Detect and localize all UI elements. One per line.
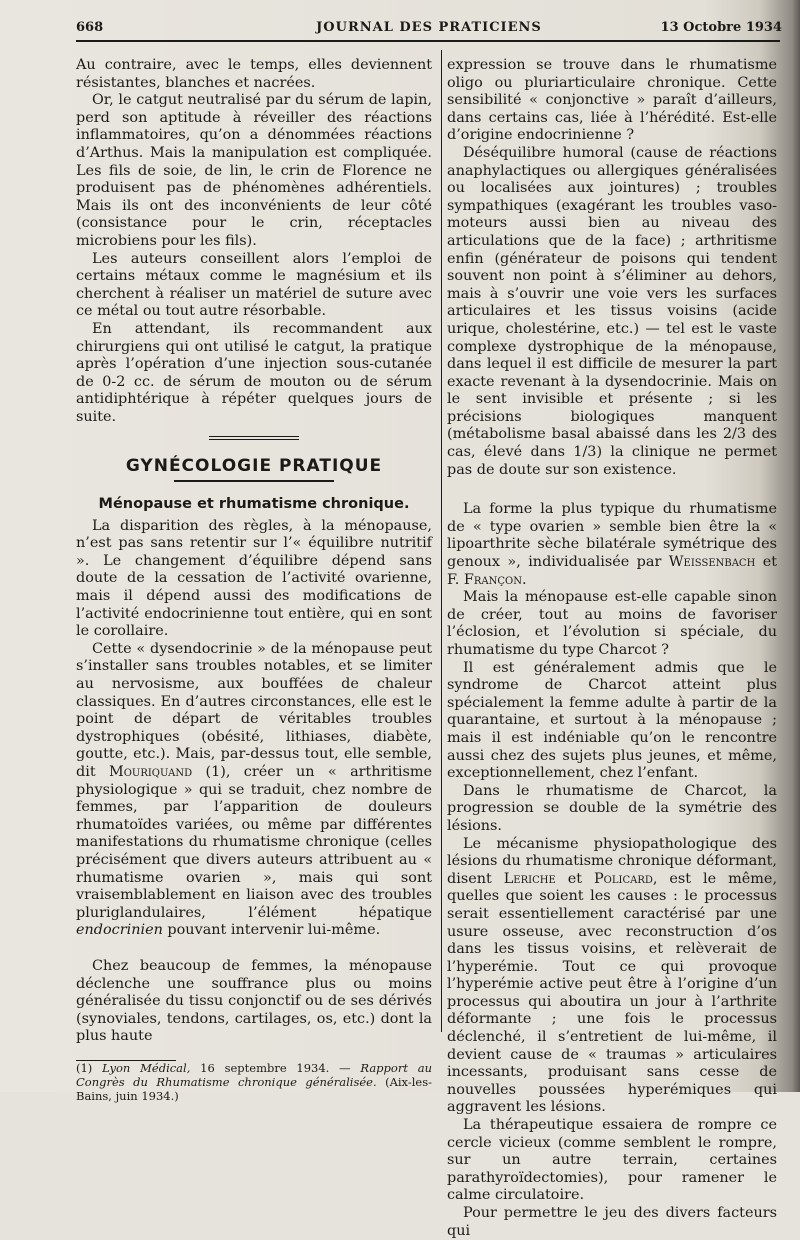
article-title: Ménopause et rhumatisme chronique. xyxy=(98,496,410,513)
footnote: (1) Lyon Médical, 16 septembre 1934. — Rapport au Congrès du Rhumatisme chronique généralisée. (Aix-les-Bains, juin 1934.) xyxy=(76,1060,432,1103)
left-column xyxy=(76,57,432,1103)
right-column xyxy=(447,57,777,1240)
paragraph: Au contraire, avec le temps, elles deviennent résistantes, blanches et nacrées. xyxy=(76,57,432,91)
author-name: Policard xyxy=(593,870,653,887)
page-number: 668 xyxy=(76,20,104,35)
paragraph: Il est généralement admis que le syndrome de Charcot atteint plus spécialement la femme adulte à partir de la quarantaine, et surtout à la ménopause ; mais il est indéniable qu’on le rencontre aussi chez des sujets plus jeunes, et même, exceptionnellement, chez l’enfant. xyxy=(447,659,777,782)
author-name: Weissenbach xyxy=(668,554,756,571)
header-rule xyxy=(76,40,780,42)
column-divider xyxy=(441,50,442,1032)
journal-title: JOURNAL DES PRATICIENS xyxy=(316,20,542,35)
paragraph: expression se trouve dans le rhumatisme oligo ou pluriarticulaire chronique. Cette sensibilité « conjonctive » paraît d’ailleurs, dans certains cas, liée à l’hérédité. Est-elle d’origine endocrinienne ? xyxy=(447,57,777,144)
paragraph: Déséquilibre humoral (cause de réactions anaphylactiques ou allergiques généralisées ou localisées aux jointures) ; troubles sympathiques (exagérant les troubles vaso-moteurs aussi bien au niveau des articulations que de la face) ; arthritisme enfin (générateur de poisons qui tendent souvent non point à s’éliminer au dehors, mais à s’ouvrir une voie vers les surfaces articulaires et les tissus voisins (acide urique, cholestérine, etc.) — tel est le vaste complexe dystrophique de la ménopause, dans lequel il est difficile de mesurer la part exacte revenant à la dysendocrinie. Mais on le sent invisible et présente ; si les précisions biologiques manquent (métabolisme basal abaissé dans les 2/3 des cas, élevé dans 1/3) la clinique ne permet pas de doute sur son existence. xyxy=(447,144,777,478)
article-separator xyxy=(209,436,299,440)
author-name: Mouriquand xyxy=(108,763,193,780)
author-name: F. Françon xyxy=(447,571,522,588)
paragraph: Cette « dysendocrinie » de la ménopause peut s’installer sans troubles notables, et se limiter au nervosisme, aux bouffées de chaleur classiques. En d’autres circonstances, elle est le point de départ de véritables troubles dystrophiques (obésité, lithiases, diabète, goutte, etc.). Mais, par-dessus tout, elle semble, dit Mouriquand (1), créer un « arthritisme physiologique » qui se traduit, chez nombre de femmes, par l’apparition de douleurs rhumatoïdes variées, ou même par différentes manifestations du rhumatisme chronique (celles précisément que divers auteurs attribuent au « rhumatisme ovarien », mais qui sont vraisemblablement en liaison avec des troubles pluriglandulaires, l’élément hépatique endocrinien pouvant intervenir lui-même. xyxy=(76,640,433,939)
paragraph: En attendant, ils recommandent aux chirurgiens qui ont utilisé le catgut, la pratique après l’opération d’une injection sous-cutanée de 0-2 cc. de sérum de mouton ou de sérum antidiphtérique à répéter quelques jours de suite. xyxy=(76,320,432,425)
paragraph: Le mécanisme physiopathologique des lésions du rhumatisme chronique déformant, disent Leriche et Policard, est le même, quelles que soient les causes : le processus serait essentiellement caractérisé par une usure osseuse, avec reconstruction d’os dans les tissus voisins, et relèverait de l’hyperémie. Tout ce qui provoque l’hyperémie active peut être à l’origine d’un processus qui aboutira un jour à l’arthrite déformante ; une fois le processus déclenché, il s’entretient de lui-même, il devient cause de « traumas » articulaires incessants, produisant sans cesse de nouvelles poussées hyperémiques qui aggravent les lésions. xyxy=(447,835,778,1116)
section-title-rule xyxy=(174,480,334,482)
running-header xyxy=(76,16,782,40)
paragraph: Pour permettre le jeu des divers facteurs qui xyxy=(447,1205,777,1239)
paragraph: La forme la plus typique du rhumatisme de « type ovarien » semble bien être la « lipoarthrite sèche bilatérale symétrique des genoux », individualisée par Weissenbach et F. Françon. xyxy=(447,501,777,588)
paragraph: Dans le rhumatisme de Charcot, la progression se double de la symétrie des lésions. xyxy=(447,782,777,834)
paragraph: La thérapeutique essaiera de rompre ce cercle vicieux (comme semblent le rompre, sur un autre terrain, certaines parathyroïdectomies), pour ramener le calme circulatoire. xyxy=(447,1117,777,1204)
paragraph: Les auteurs conseillent alors l’emploi de certains métaux comme le magnésium et ils cherchent à réaliser un matériel de suture avec ce métal ou tout autre résorbable. xyxy=(76,250,432,320)
paragraph: Mais la ménopause est-elle capable sinon de créer, tout au moins de favoriser l’éclosion, et l’évolution si spéciale, du rhumatisme du type Charcot ? xyxy=(447,589,777,658)
author-name: Leriche xyxy=(503,870,556,887)
paragraph: La disparition des règles, à la ménopause, n’est pas sans retentir sur l’« équilibre nutritif ». Le changement d’équilibre dépend sans doute de la cessation de l’activité ovarienne, mais il dépend aussi des modifications de l’activité endocrinienne tout entière, qui en sont le corollaire. xyxy=(76,517,432,640)
issue-date: 13 Octobre 1934 xyxy=(660,20,782,35)
paragraph: Or, le catgut neutralisé par du sérum de lapin, perd son aptitude à réveiller des réactions inflammatoires, qu’on a dénommées réactions d’Arthus. Mais la manipulation est compliquée. Les fils de soie, de lin, le crin de Florence ne produisent pas de phénomènes adhérentiels. Mais ils ont des inconvénients de leur côté (consistance pour le crin, réceptacles microbiens pour les fils). xyxy=(76,92,432,249)
paragraph: Chez beaucoup de femmes, la ménopause déclenche une souffrance plus ou moins généralisée du tissu conjonctif ou de ses dérivés (synoviales, tendons, cartilages, os, etc.) dont la plus haute xyxy=(76,957,432,1045)
section-title: GYNÉCOLOGIE PRATIQUE xyxy=(125,456,383,477)
